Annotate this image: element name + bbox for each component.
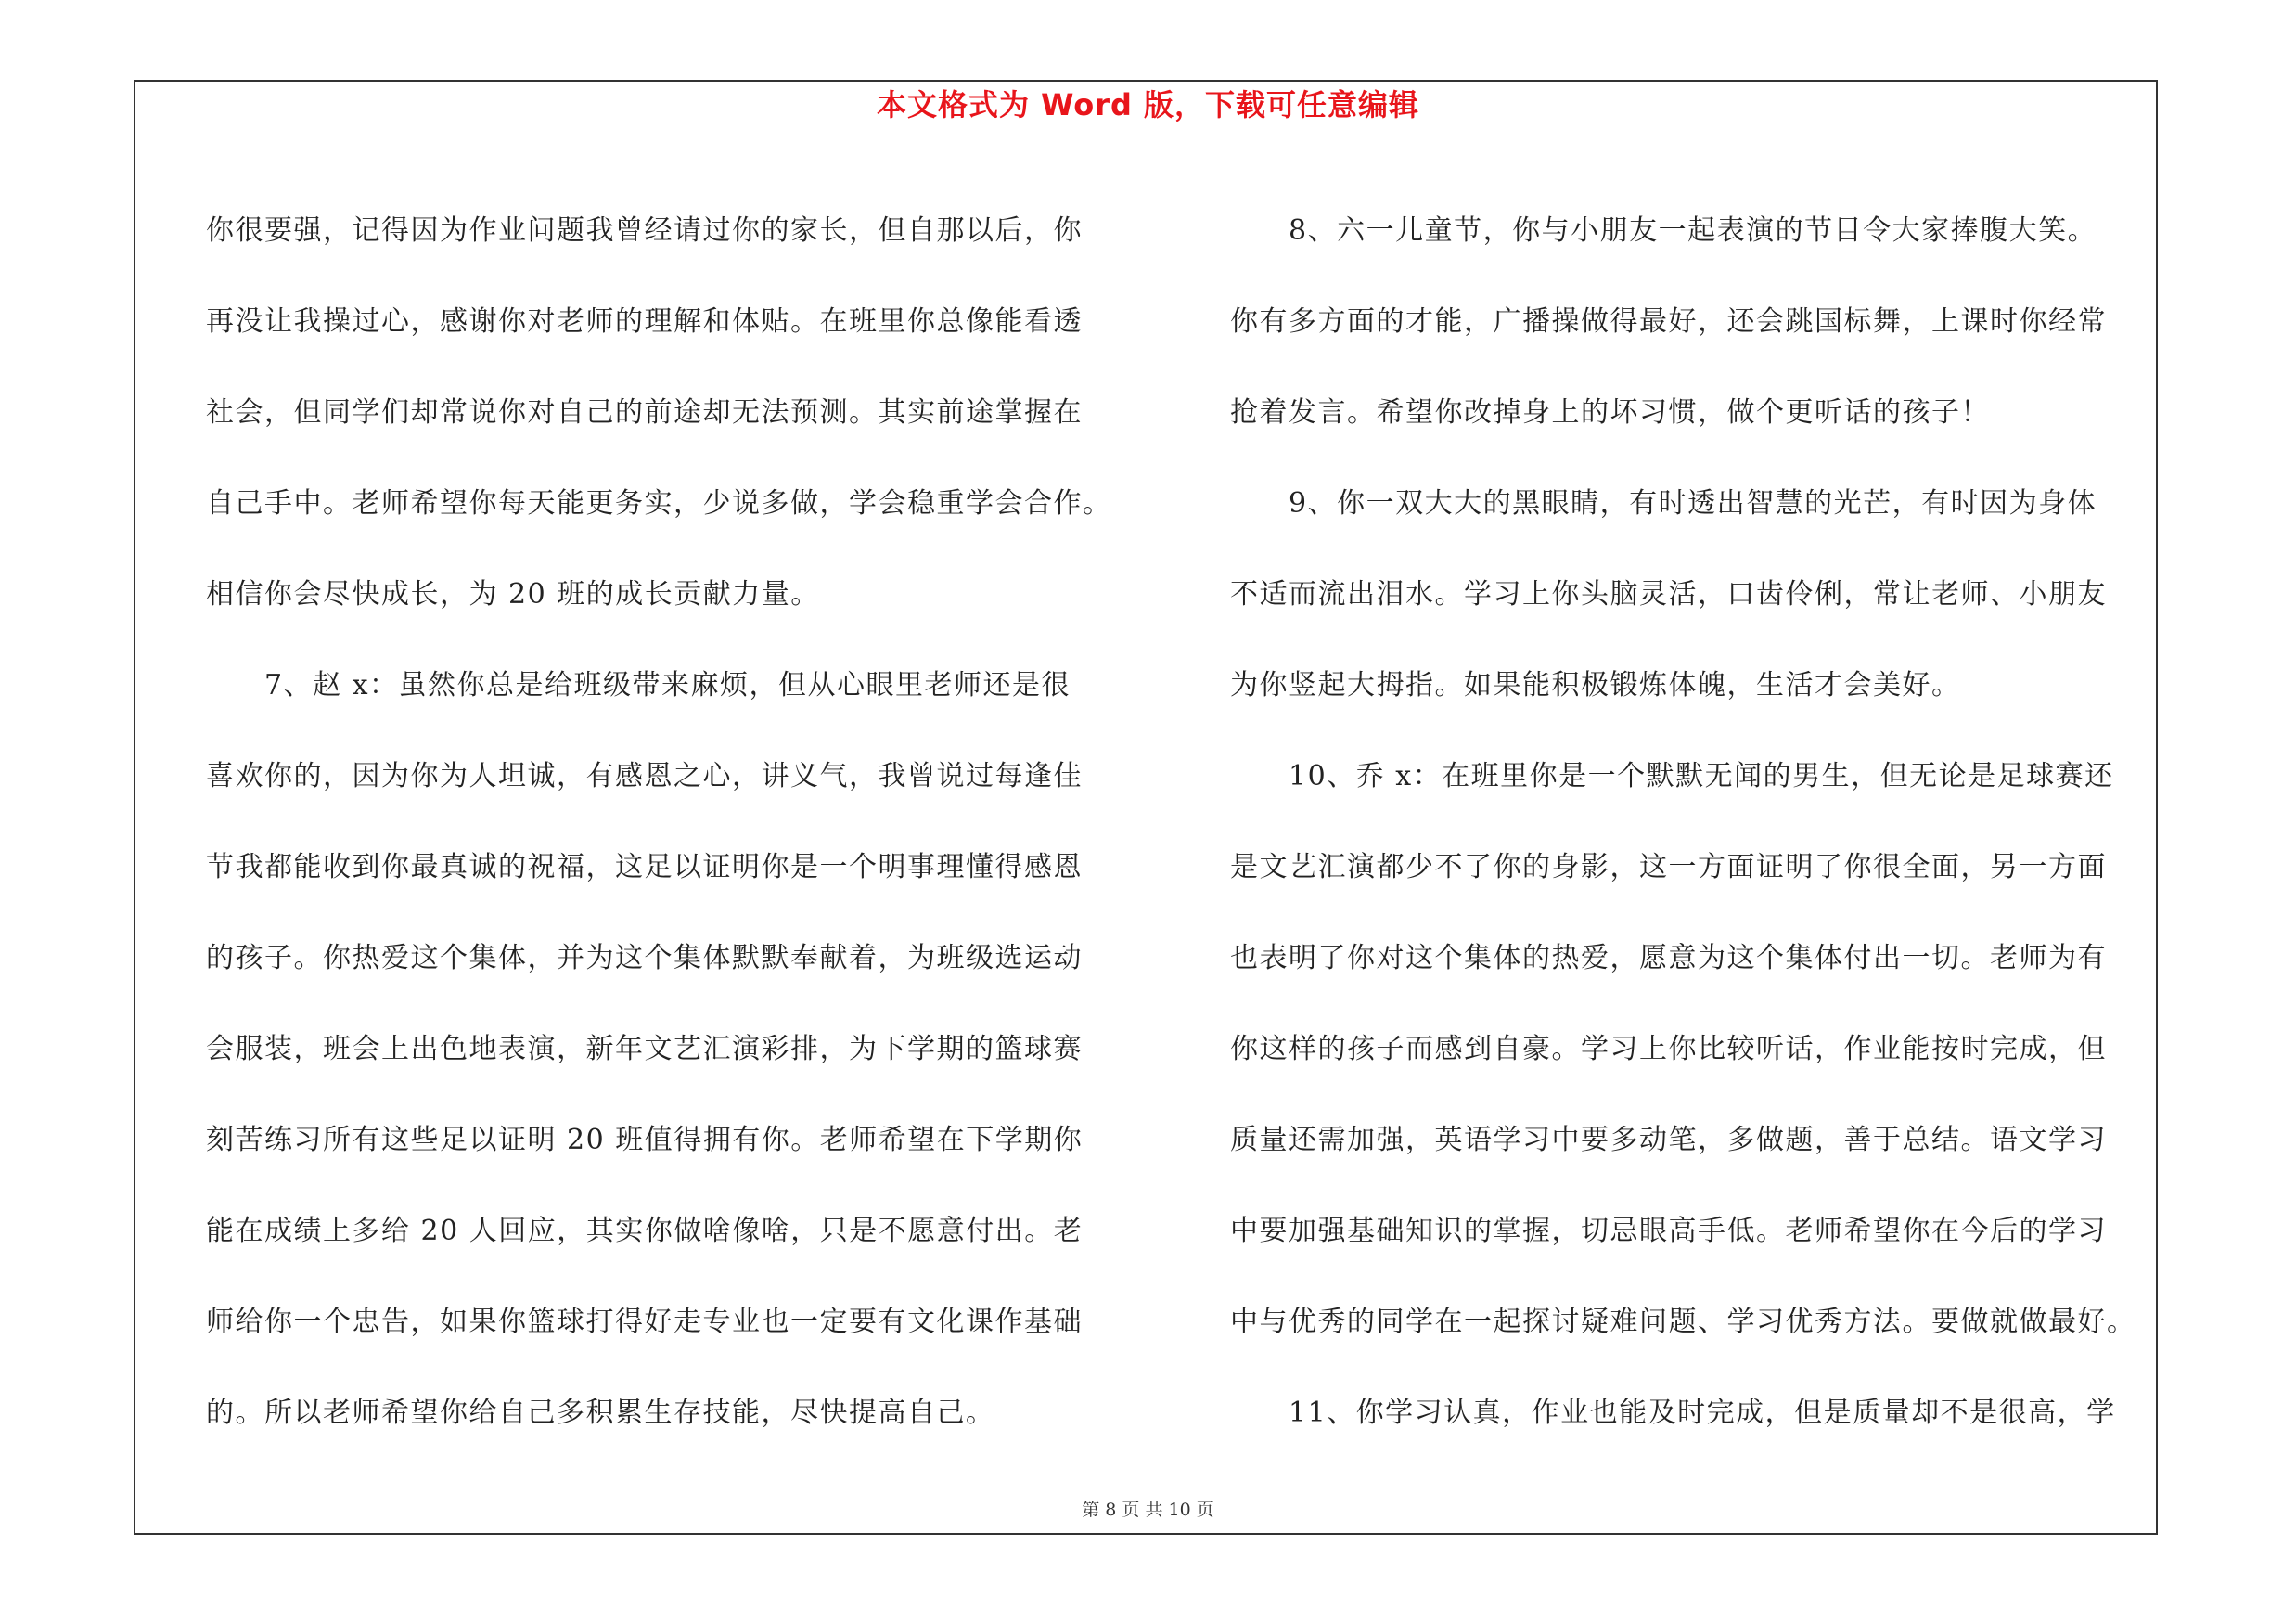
text-line: 为你竖起大拇指。如果能积极锻炼体魄，生活才会美好。 [1230,669,1961,702]
text-line: 抢着发言。希望你改掉身上的坏习惯，做个更听话的孩子！ [1230,396,1990,429]
text-line: 也表明了你对这个集体的热爱，愿意为这个集体付出一切。老师为有 [1230,942,2107,974]
text-line: 你有多方面的才能，广播操做得最好，还会跳国标舞，上课时你经常 [1230,305,2107,338]
text-line: 再没让我操过心，感谢你对老师的理解和体贴。在班里你总像能看透 [206,305,1083,338]
right-column [1230,186,2150,1459]
text-line: 质量还需加强，英语学习中要多动笔，多做题，善于总结。语文学习 [1230,1124,2107,1156]
text-line: 9、你一双大大的黑眼睛，有时透出智慧的光芒，有时因为身体 [1230,487,2097,520]
left-column [206,186,1126,1459]
text-line: 中要加强基础知识的掌握，切忌眼高手低。老师希望你在今后的学习 [1230,1215,2107,1247]
format-banner: 本文格式为 Word 版，下载可任意编辑 [876,87,1420,122]
text-line: 社会，但同学们却常说你对自己的前途却无法预测。其实前途掌握在 [206,396,1083,429]
text-line: 7、赵 x：虽然你总是给班级带来麻烦，但从心眼里老师还是很 [206,669,1071,702]
text-line: 能在成绩上多给 20 人回应，其实你做啥像啥，只是不愿意付出。老 [206,1215,1084,1247]
text-line: 刻苦练习所有这些足以证明 20 班值得拥有你。老师希望在下学期你 [206,1124,1084,1156]
text-line: 喜欢你的，因为你为人坦诚，有感恩之心，讲义气，我曾说过每逢佳 [206,760,1083,792]
text-line: 你很要强，记得因为作业问题我曾经请过你的家长，但自那以后，你 [206,214,1083,247]
text-line: 相信你会尽快成长，为 20 班的成长贡献力量。 [206,578,820,611]
text-line: 中与优秀的同学在一起探讨疑难问题、学习优秀方法。要做就做最好。 [1230,1306,2136,1338]
text-line: 是文艺汇演都少不了你的身影，这一方面证明了你很全面，另一方面 [1230,851,2107,883]
page-number-footer: 第 8 页 共 10 页 [1082,1500,1214,1520]
text-line: 的孩子。你热爱这个集体，并为这个集体默默奉献着，为班级选运动 [206,942,1083,974]
text-line: 11、你学习认真，作业也能及时完成，但是质量却不是很高，学 [1230,1397,2116,1429]
text-line: 会服装，班会上出色地表演，新年文艺汇演彩排，为下学期的篮球赛 [206,1033,1083,1065]
text-line: 的。所以老师希望你给自己多积累生存技能，尽快提高自己。 [206,1397,995,1429]
text-line: 不适而流出泪水。学习上你头脑灵活，口齿伶俐，常让老师、小朋友 [1230,578,2107,611]
text-line: 你这样的孩子而感到自豪。学习上你比较听话，作业能按时完成，但 [1230,1033,2107,1065]
text-line: 自己手中。老师希望你每天能更务实，少说多做，学会稳重学会合作。 [206,487,1112,520]
text-line: 师给你一个忠告，如果你篮球打得好走专业也一定要有文化课作基础 [206,1306,1083,1338]
text-line: 节我都能收到你最真诚的祝福，这足以证明你是一个明事理懂得感恩 [206,851,1083,883]
text-line: 8、六一儿童节，你与小朋友一起表演的节目令大家捧腹大笑。 [1230,214,2097,247]
text-line: 10、乔 x：在班里你是一个默默无闻的男生，但无论是足球赛还 [1230,760,2114,792]
